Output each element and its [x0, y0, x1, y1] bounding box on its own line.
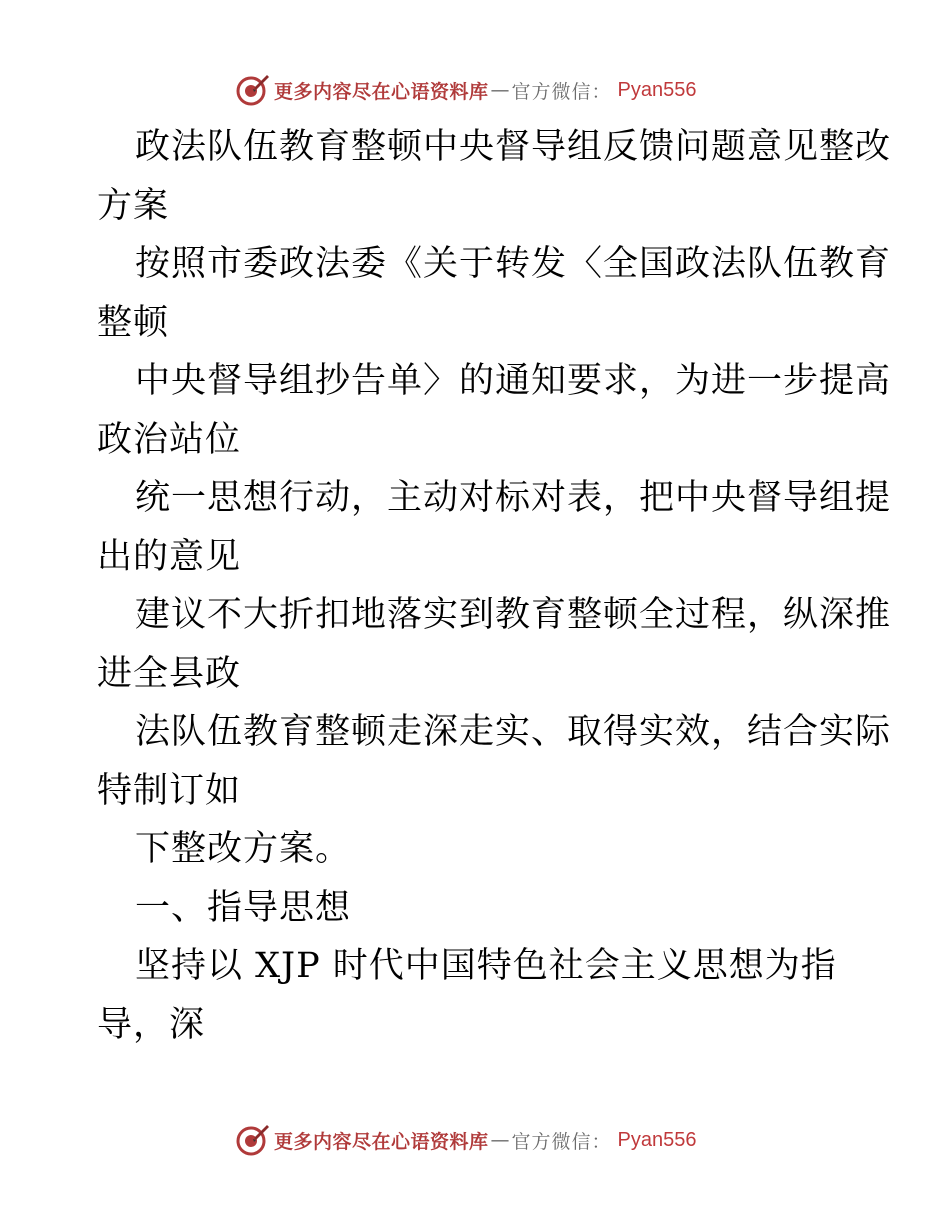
- watermark-brand: 更多内容尽在心语资料库: [274, 80, 489, 103]
- watermark-brand: 更多内容尽在心语资料库: [274, 1130, 489, 1153]
- doc-line: 方案: [97, 185, 170, 226]
- doc-line: 中央督导组抄告单〉的通知要求，为进一步提高: [135, 361, 892, 401]
- doc-line: 特制订如: [97, 770, 242, 811]
- doc-line: 政法队伍教育整顿中央督导组反馈问题意见整改: [135, 127, 892, 167]
- section-heading: 一、指导思想: [135, 887, 352, 928]
- watermark-wechat-id: Pyan556: [617, 78, 697, 101]
- doc-line: 出的意见: [97, 536, 242, 577]
- footer-watermark: [234, 1120, 697, 1160]
- watermark-separator: —: [490, 79, 510, 101]
- doc-line: 下整改方案。: [135, 829, 352, 869]
- doc-line: 政治站位: [97, 419, 242, 460]
- doc-line: 法队伍教育整顿走深走实、取得实效，结合实际: [135, 712, 892, 752]
- doc-line: 按照市委政法委《关于转发〈全国政法队伍教育: [135, 244, 892, 284]
- watermark-separator: —: [490, 1129, 510, 1151]
- red-pen-seal-icon: [234, 72, 270, 108]
- watermark-wechat-id: Pyan556: [617, 1128, 697, 1151]
- doc-line: 建议不大折扣地落实到教育整顿全过程，纵深推: [135, 595, 892, 635]
- watermark-official-label: 官方微信：: [511, 80, 612, 103]
- document-body: [97, 118, 892, 1054]
- doc-line: 统一思想行动，主动对标对表，把中央督导组提: [135, 478, 892, 518]
- header-watermark: [234, 70, 697, 110]
- doc-line: 导，深: [97, 1004, 206, 1045]
- doc-line: 坚持以 XJP 时代中国特色社会主义思想为指: [135, 946, 837, 986]
- watermark-official-label: 官方微信：: [511, 1130, 612, 1153]
- doc-line: 进全县政: [97, 653, 242, 694]
- red-pen-seal-icon: [234, 1122, 270, 1158]
- doc-line: 整顿: [97, 302, 170, 343]
